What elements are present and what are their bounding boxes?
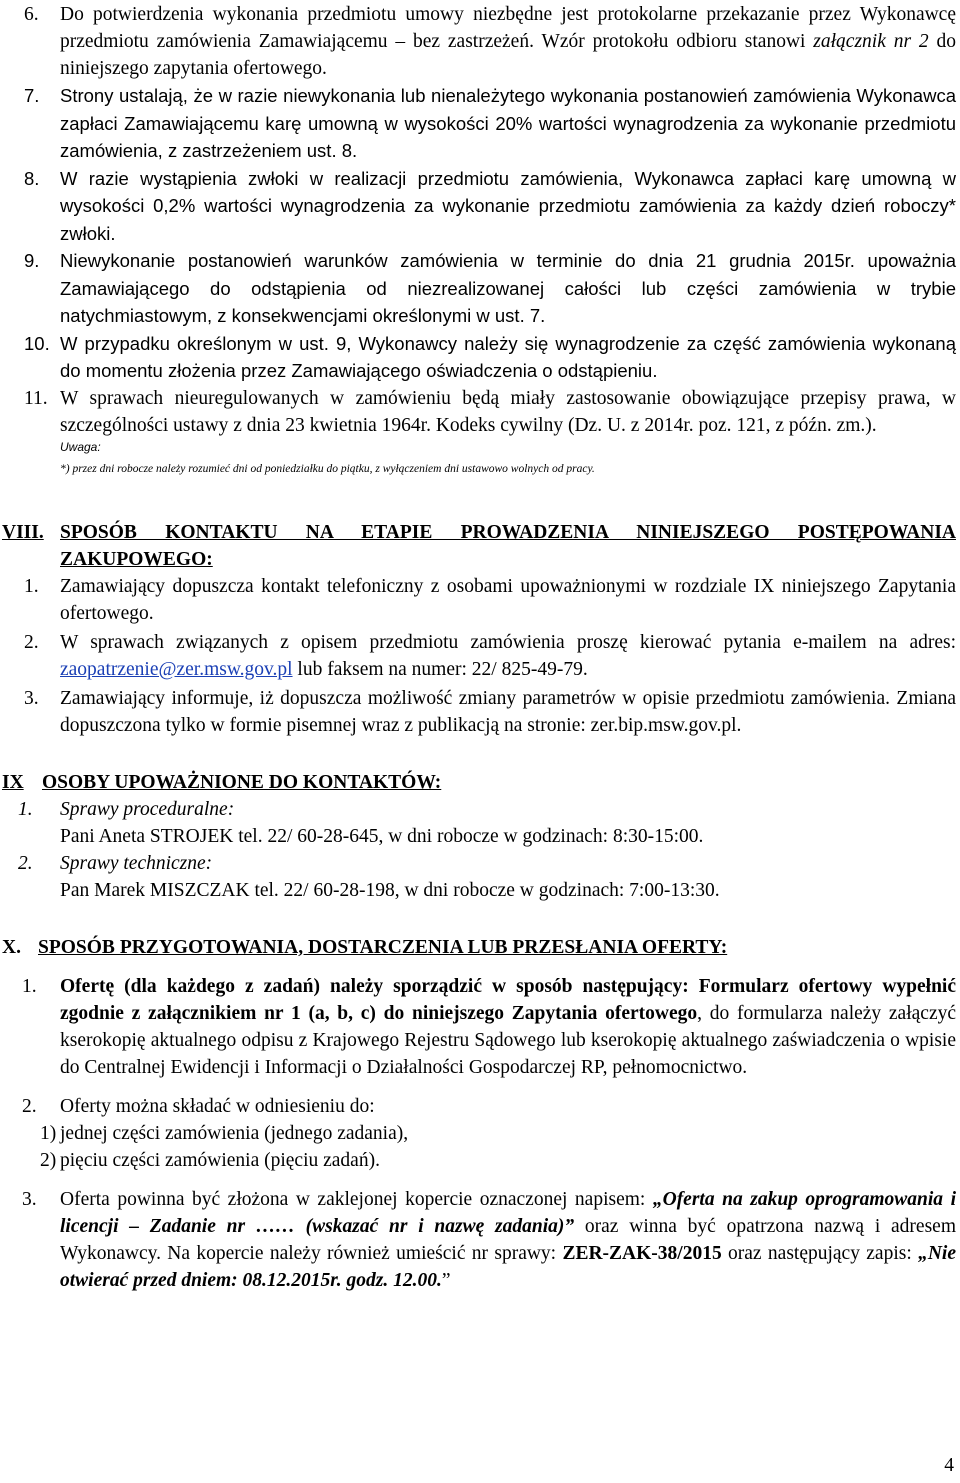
list-item <box>0 330 960 385</box>
item-number: 2. <box>24 631 39 653</box>
item-number: 9. <box>24 250 40 271</box>
item-text: lub faksem na numer: 22/ 825-49-79. <box>292 658 588 680</box>
item-number: 3. <box>22 1188 37 1210</box>
item-number: 1. <box>22 975 37 997</box>
list-item <box>0 685 960 739</box>
list-item <box>0 1186 960 1294</box>
item-text: , do formularza należy załączyć kserokopię aktualnego odpisu z Krajowego Rejestru Sądowego lub kserokopię aktualnego zaświadczenia o wpisie do Centralnej Ewidencji i Informacji o Działalności Gospodarczej RP, pełnomocnictwo. <box>60 1002 957 1078</box>
item-text: W sprawach związanych z opisem przedmiotu zamówienia proszę kierować pytania e-mailem na adres: <box>60 631 956 653</box>
item-text-bold-italic: „Oferta na zakup oprogramowania i licencji – Zadanie nr …… (wskazać nr i nazwę zadania)” <box>60 1188 956 1237</box>
sub-item <box>0 1147 960 1174</box>
sub-item-text: pięciu części zamówienia (pięciu zadań). <box>60 1149 380 1171</box>
section-title: SPOSÓB KONTAKTU NA ETAPIE PROWADZENIA NINIEJSZEGO POSTĘPOWANIA ZAKUPOWEGO: <box>60 521 956 570</box>
list-item <box>0 247 960 330</box>
item-text: Oferty można składać w odniesieniu do: <box>60 1095 375 1117</box>
item-text: W sprawach nieuregulowanych w zamówieniu będą miały zastosowanie obowiązujące przepisy prawa, w szczególności ustawy z dnia 23 kwietnia 1964r. Kodeks cywilny (Dz. U. z 2014r. poz. 121, z późn. zm.). <box>60 387 956 436</box>
list-item <box>0 165 960 248</box>
item-number: 1. <box>18 798 33 820</box>
sub-item-text: jednej części zamówienia (jednego zadania), <box>60 1122 409 1144</box>
item-text: W przypadku określonym w ust. 9, Wykonawcy należy się wynagrodzenie za część zamówienia wykonaną do momentu złożenia przez Zamawiającego oświadczenia o odstąpieniu. <box>60 332 956 381</box>
item-text: oraz winna być opatrzona nazwą i adresem Wykonawcy. Na kopercie należy również umieścić nr sprawy: <box>60 1215 956 1264</box>
item-number: 10. <box>24 332 50 354</box>
item-text: oraz następujący zapis: <box>721 1242 919 1264</box>
item-text: Oferta powinna być złożona w zaklejonej kopercie oznaczonej napisem: <box>60 1188 653 1210</box>
item-number: 3. <box>24 687 39 709</box>
item-number: 6. <box>24 4 39 25</box>
page-number: 4 <box>944 1455 954 1476</box>
sub-item-number: 1) <box>40 1122 57 1144</box>
section-heading <box>0 519 960 573</box>
footnote-label: Uwaga: <box>60 439 101 454</box>
section-title: SPOSÓB PRZYGOTOWANIA, DOSTARCZENIA LUB PRZESŁANIA OFERTY: <box>38 936 728 958</box>
item-text: W razie wystąpienia zwłoki w realizacji przedmiotu zamówienia, Wykonawca zapłaci karę umowną w wysokości 0,2% wartości wynagrodzenia za wykonanie przedmiotu zamówienia za każdy dzień roboczy* zwłoki. <box>60 167 956 244</box>
contact-text: Pan Marek MISZCZAK tel. 22/ 60-28-198, w dni robocze w godzinach: 7:00-13:30. <box>60 879 720 901</box>
sub-item-number: 2) <box>40 1149 57 1171</box>
item-number: 2. <box>18 852 33 874</box>
item-text-bold-italic: „Nie otwierać przed dniem: 08.12.2015r. godz. 12.00. <box>60 1242 956 1291</box>
footnote <box>0 439 960 477</box>
item-number: 8. <box>24 167 40 189</box>
contact-label: Sprawy techniczne: <box>60 852 213 874</box>
section-number: IX <box>2 771 24 793</box>
item-number: 11. <box>24 387 48 409</box>
item-text: Strony ustalają, że w razie niewykonania lub nienależytego wykonania postanowień zamówienia Wykonawca zapłaci Zamawiającemu karę umowną w wysokości 20% wartości wynagrodzenia za wykonanie przedmiotu zamówienia, z zastrzeżeniem ust. 8. <box>60 85 956 161</box>
item-text-italic: załącznik nr 2 <box>813 31 929 52</box>
footnote-text: *) przez dni robocze należy rozumieć dni od poniedziałku do piątku, z wyłączeniem dni ustawowo wolnych od pracy. <box>60 462 595 475</box>
item-text: Do potwierdzenia wykonania przedmiotu umowy niezbędne jest protokolarne przekazanie przez Wykonawcę przedmiotu zamówienia Zamawiającemu – bez zastrzeżeń. Wzór protokołu odbioru stanowi <box>60 4 956 52</box>
item-text-bold: Ofertę (dla każdego z zadań) należy sporządzić w sposób następujący: Formularz ofertowy wypełnić zgodnie z załącznikiem nr 1 (a, b, c) do niniejszego Zapytania ofertowego <box>60 975 956 1024</box>
list-item <box>0 973 960 1081</box>
section-heading <box>0 934 960 961</box>
list-item <box>0 573 960 627</box>
case-number: ZER-ZAK-38/2015 <box>562 1242 722 1264</box>
item-text: ” <box>441 1269 451 1291</box>
list-item <box>0 82 960 165</box>
item-number: 2. <box>22 1095 37 1117</box>
item-text: Zamawiający informuje, iż dopuszcza możliwość zmiany parametrów w opisie przedmiotu zamówienia. Zmiana dopuszczona tylko w formie pisemnej wraz z publikacją na stronie: zer.bip.msw.gov.pl. <box>60 687 956 736</box>
item-number: 1. <box>24 575 39 597</box>
section-number: VIII. <box>2 521 44 543</box>
item-number: 7. <box>24 85 40 106</box>
list-item <box>0 1093 960 1120</box>
email-link[interactable]: zaopatrzenie@zer.msw.gov.pl <box>60 658 293 680</box>
item-text: do niniejszego zapytania ofertowego. <box>60 31 957 79</box>
list-item <box>0 1 960 82</box>
document-page <box>0 1 960 1294</box>
item-text: Zamawiający dopuszcza kontakt telefoniczny z osobami upoważnionymi w rozdziale IX niniejszego Zapytania ofertowego. <box>60 575 956 624</box>
contact-label: Sprawy proceduralne: <box>60 798 235 820</box>
list-item <box>0 629 960 683</box>
contact-item <box>0 850 960 904</box>
sub-item <box>0 1120 960 1147</box>
item-text: Niewykonanie postanowień warunków zamówienia w terminie do dnia 21 grudnia 2015r. upoważnia Zamawiającego do odstąpienia od niezrealizowanej całości lub części zamówienia w trybie natychmiastowym, z konsekwencjami określonymi w ust. 7. <box>60 250 956 326</box>
list-item <box>0 385 960 439</box>
contact-item <box>0 796 960 850</box>
section-title: OSOBY UPOWAŻNIONE DO KONTAKTÓW: <box>42 771 442 793</box>
contact-text: Pani Aneta STROJEK tel. 22/ 60-28-645, w dni robocze w godzinach: 8:30-15:00. <box>60 825 704 847</box>
section-heading <box>0 769 960 796</box>
section-number: X. <box>2 936 21 958</box>
